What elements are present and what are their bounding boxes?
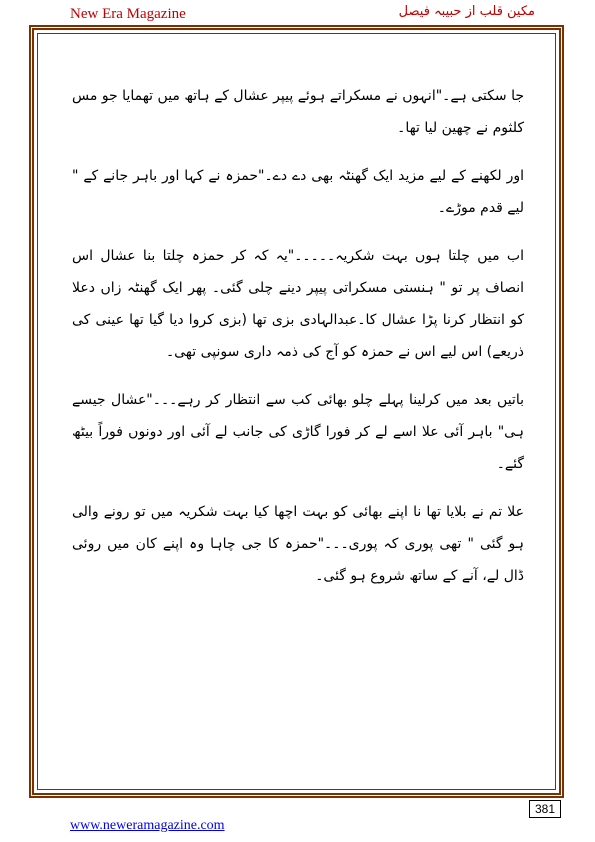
page-number: 381 <box>529 800 561 818</box>
website-link[interactable]: www.neweramagazine.com <box>70 818 225 833</box>
paragraph: جا سکتی ہے۔"انہوں نے مسکراتے ہوئے پیپر عشال کے ہاتھ میں تھمایا جو مس کلثوم نے چھین لیا تھا۔ <box>72 88 524 136</box>
paragraph: علا تم نے بلایا تھا نا اپنے بھائی کو بہت اچھا کیا بہت شکریہ میں تو رونے والی ہو گئی " تھی پوری کہ پوری۔۔۔"حمزہ کا جی چاہا وہ اپنے کان میں روئی ڈال لے، آنے کے ساتھ شروع ہو گئی۔ <box>72 504 524 584</box>
paragraph: اب میں چلتا ہوں بہت شکریہ۔۔۔۔۔"یہ کہ کر حمزہ چلتا بنا عشال اس انصاف پر تو " ہنستی مسکراتی پیپر دینے چلی گئی۔ پھر ایک گھنٹہ زاں دعلا کو انتظار کرنا پڑا عشال کا۔عبدالہادی بزی تھا (بزی کروا دیا گیا تھا عینی کی ذریعے) اس لیے اس نے حمزہ کو آج کی ذمہ داری سونپی تھی۔ <box>72 248 524 360</box>
paragraph: اور لکھنے کے لیے مزید ایک گھنٹہ بھی دے دے۔"حمزہ نے کہا اور باہر جانے کے " لیے قدم موڑے۔ <box>72 168 524 216</box>
magazine-name: New Era Magazine <box>70 6 186 22</box>
paragraph: باتیں بعد میں کرلینا پہلے چلو بھائی کب سے انتظار کر رہے۔۔۔"عشال جیسے ہی" باہر آئی علا اسے لے کر فورا گاڑی کی جانب لے آئی اور دونوں فوراً بیٹھ گئے۔ <box>72 392 524 472</box>
story-text <box>72 80 524 608</box>
novel-title: مکین قلب از حبیبہ فیصل <box>398 4 535 19</box>
